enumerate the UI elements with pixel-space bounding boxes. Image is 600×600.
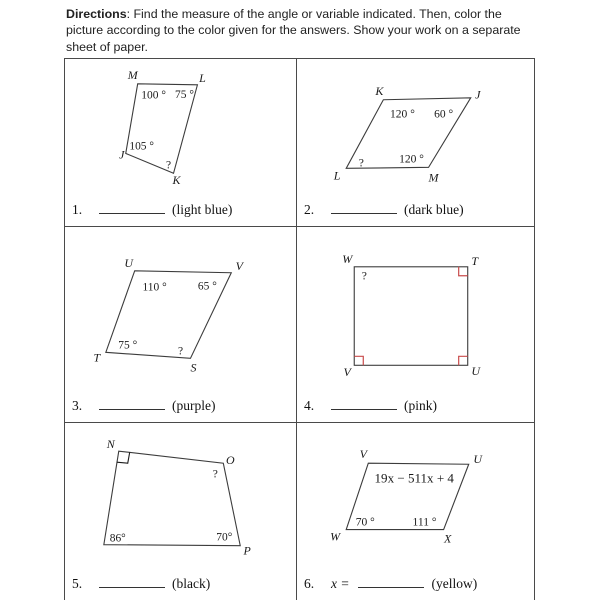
vertex-label-x: X bbox=[443, 531, 452, 546]
right-angle-mark bbox=[354, 356, 363, 365]
angle-expression-u: 11x + 4 bbox=[414, 470, 454, 486]
angle-label-bottom-left: 86° bbox=[109, 532, 126, 545]
answer-line-4 bbox=[304, 397, 437, 414]
angle-label-l-unknown: ? bbox=[358, 157, 364, 170]
answer-color-label: (light blue) bbox=[172, 202, 233, 217]
answer-line-1 bbox=[72, 201, 232, 218]
angle-label-j: 105 ° bbox=[129, 140, 154, 153]
answer-number: 2. bbox=[304, 202, 315, 217]
problem-cell-2 bbox=[297, 59, 534, 227]
vertex-label-u: U bbox=[473, 452, 483, 467]
vertex-label-k: K bbox=[172, 173, 181, 188]
answer-blank bbox=[99, 575, 165, 588]
answer-blank bbox=[99, 397, 165, 410]
problem-cell-6 bbox=[297, 423, 534, 600]
vertex-label-t: T bbox=[471, 253, 479, 268]
vertex-label-u: U bbox=[124, 255, 134, 270]
angle-label-k-unknown: ? bbox=[166, 159, 172, 172]
answer-blank bbox=[331, 397, 397, 410]
vertex-label-m: M bbox=[127, 67, 138, 82]
angle-label-t: 75 ° bbox=[118, 339, 138, 352]
angle-label-k: 120 ° bbox=[390, 108, 415, 121]
vertex-label-v: V bbox=[235, 258, 243, 273]
worksheet-grid bbox=[64, 58, 535, 600]
angle-label-j: 60 ° bbox=[434, 108, 454, 121]
angle-label-m: 120 ° bbox=[399, 153, 424, 166]
vertex-label-u: U bbox=[471, 364, 481, 379]
answer-line-3 bbox=[72, 397, 215, 414]
directions-text: : Find the measure of the angle or variable indicated. Then, color the picture according to the color given for the answers. Show your work on a separate sheet of paper. bbox=[66, 7, 521, 54]
vertex-label-j: J bbox=[475, 87, 481, 102]
answer-line-5 bbox=[72, 575, 210, 592]
figure-rectangle-tuvw bbox=[297, 227, 534, 422]
answer-color-label: (pink) bbox=[404, 398, 437, 413]
angle-label-bottom-right: 70° bbox=[216, 531, 233, 544]
angle-label-o-unknown: ? bbox=[212, 468, 218, 481]
angle-expression-v: 19x − 5 bbox=[374, 470, 415, 486]
answer-line-6 bbox=[304, 575, 477, 592]
angle-label-u: 110 ° bbox=[142, 281, 167, 294]
directions bbox=[66, 6, 540, 55]
angle-label-w-unknown: ? bbox=[361, 270, 367, 283]
vertex-label-v: V bbox=[343, 365, 351, 380]
answer-number: 4. bbox=[304, 398, 315, 413]
figure-parallelogram-uvwx bbox=[297, 423, 534, 600]
vertex-label-k: K bbox=[375, 83, 384, 98]
vertex-label-l: L bbox=[333, 168, 341, 183]
answer-number: 5. bbox=[72, 576, 83, 591]
answer-number: 6. bbox=[304, 576, 315, 591]
angle-label-m: 100 ° bbox=[141, 89, 166, 102]
angle-label-l: 75 ° bbox=[175, 88, 194, 101]
answer-line-2 bbox=[304, 201, 464, 218]
answer-blank bbox=[358, 575, 424, 588]
answer-number: 3. bbox=[72, 398, 83, 413]
vertex-label-m: M bbox=[428, 170, 439, 185]
vertex-label-j: J bbox=[119, 147, 125, 162]
vertex-label-p: P bbox=[243, 543, 251, 558]
vertex-label-w: W bbox=[330, 529, 341, 544]
vertex-label-w: W bbox=[342, 251, 353, 266]
vertex-label-v: V bbox=[359, 447, 367, 462]
answer-blank bbox=[99, 201, 165, 214]
problem-cell-1 bbox=[65, 59, 297, 227]
answer-color-label: (purple) bbox=[172, 398, 216, 413]
vertex-label-l: L bbox=[199, 70, 206, 85]
answer-color-label: (black) bbox=[172, 576, 211, 591]
figure-quadrilateral-stuv bbox=[65, 227, 296, 422]
answer-blank bbox=[331, 201, 397, 214]
angle-label-s-unknown: ? bbox=[177, 345, 184, 358]
problem-cell-3 bbox=[65, 227, 297, 423]
answer-number: 1. bbox=[72, 202, 83, 217]
answer-color-label: (yellow) bbox=[431, 576, 478, 591]
vertex-label-n: N bbox=[106, 437, 115, 452]
vertex-label-o: O bbox=[225, 453, 235, 468]
figure-quadrilateral-nop bbox=[65, 423, 296, 600]
angle-label-v: 65 ° bbox=[197, 280, 217, 293]
angle-label-w: 70 ° bbox=[355, 516, 375, 529]
angle-label-x: 111 ° bbox=[412, 516, 437, 529]
answer-variable-prefix: x = bbox=[331, 576, 350, 591]
right-angle-mark bbox=[459, 356, 468, 365]
problem-cell-4 bbox=[297, 227, 534, 423]
vertex-label-s: S bbox=[190, 360, 197, 375]
directions-label: Directions bbox=[66, 7, 127, 21]
answer-color-label: (dark blue) bbox=[404, 202, 464, 217]
vertex-label-t: T bbox=[93, 350, 101, 365]
rectangle-outline bbox=[354, 267, 467, 365]
problem-cell-5 bbox=[65, 423, 297, 600]
right-angle-mark bbox=[459, 267, 468, 276]
